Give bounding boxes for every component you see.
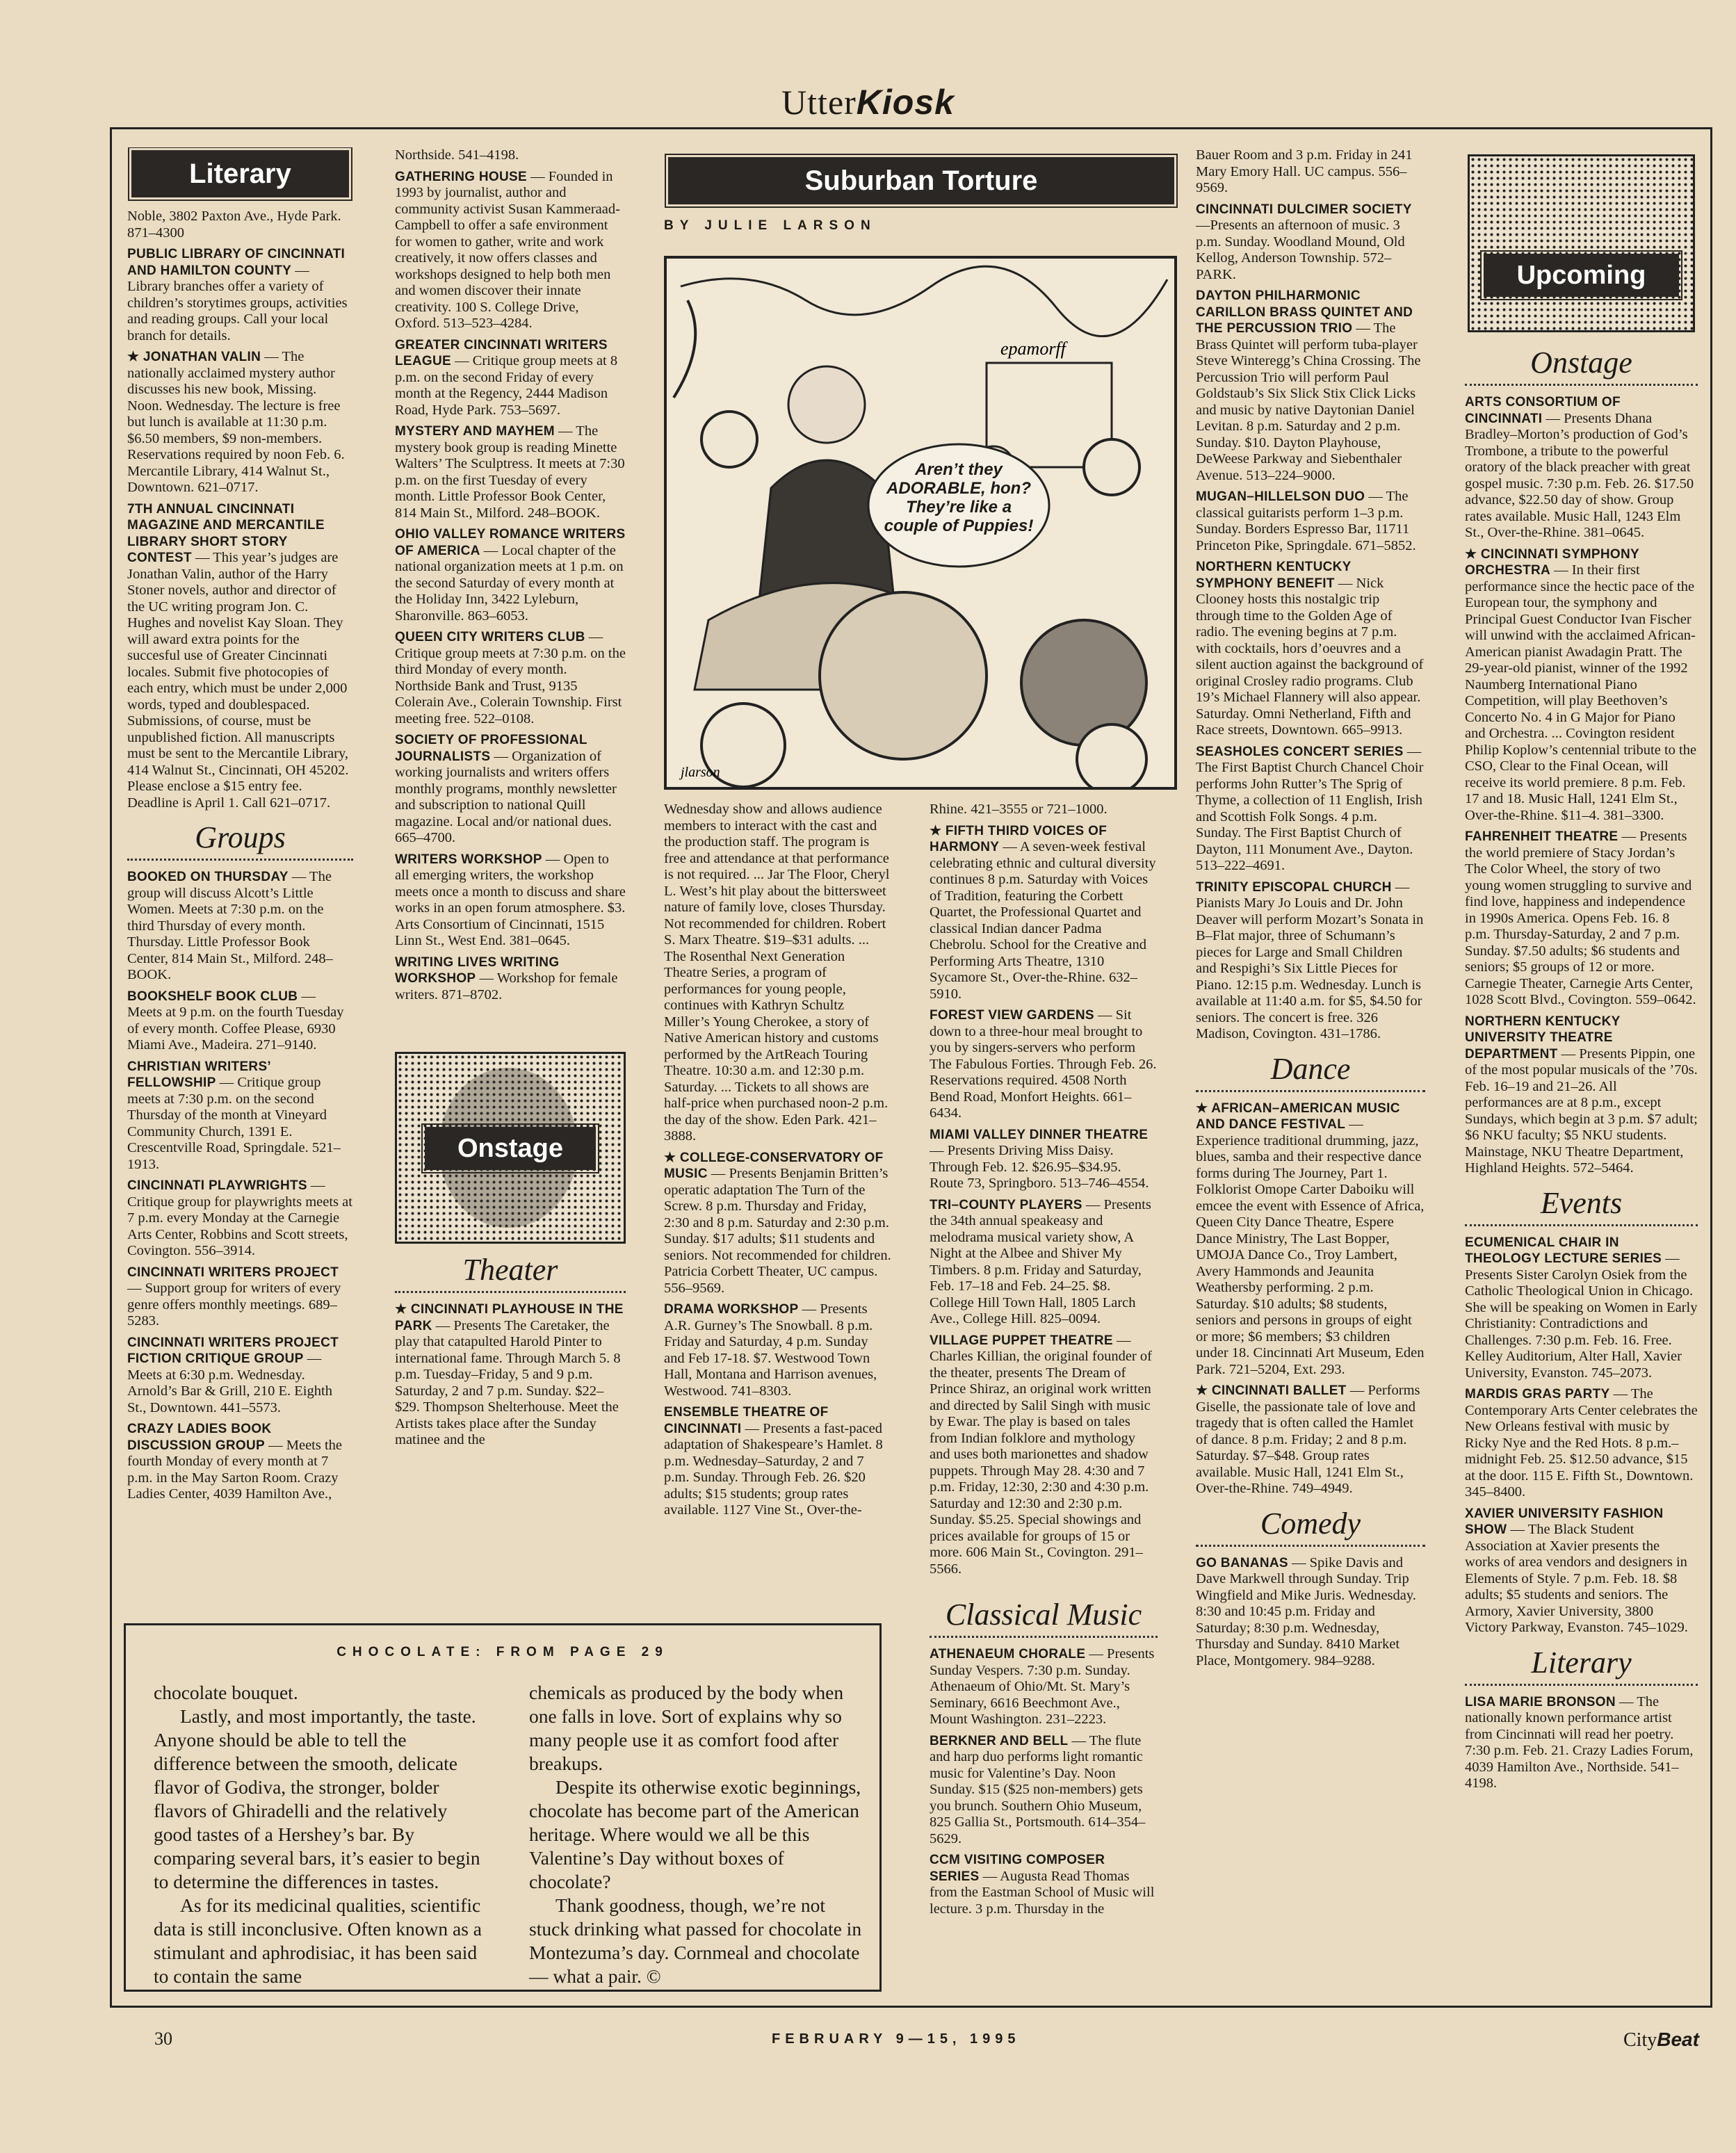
section-title-theater: Theater — [462, 1253, 558, 1287]
listing-heading: BERKNER AND BELL — [930, 1733, 1069, 1748]
listing-item — [127, 1335, 353, 1417]
listing-item — [395, 732, 626, 847]
column-4-intro: Rhine. 421–3555 or 721–1000. — [930, 802, 1108, 817]
listing-body: — The Brass Quintet will perform tuba-player Steve Winteregg’s China Crossing. The Percussion Trio will perform Paul Goldstaub’s Six Slick Stix Click Licks and music by native Daytonian Daniel Levitan. 8 p.m. Saturday and 2 p.m. Sunday. $10. Dayton Playhouse, DeWeese Parkway and Siebenthaler Avenue. 513–224–9000. — [1196, 320, 1421, 483]
listing-heading: DRAMA WORKSHOP — [664, 1302, 799, 1317]
listing-body: — Workshop for female writers. 871–8702. — [395, 970, 618, 1002]
listing-heading: ★ AFRICAN–AMERICAN MUSIC AND DANCE FESTIVAL — [1196, 1100, 1400, 1132]
listing-item — [1465, 546, 1698, 824]
listing-heading: CINCINNATI WRITERS PROJECT FICTION CRITIQUE GROUP — [127, 1335, 339, 1366]
listing-body: — Presents the 34th annual speakeasy and melodrama musical variety show, A Night at the Albee and Shiver My Timbers. 8 p.m. Friday and Saturday, Feb. 17–18 and Feb. 24–25. $8. College Hill Town Hall, 1805 Larch Ave., College Hill. 825–0094. — [930, 1196, 1151, 1326]
listing-body: — Critique group for playwrights meets at 7 p.m. every Monday at the Carnegie Arts Center, Robbins and Scott streets, Covington. 556–3914. — [127, 1178, 352, 1258]
issue-date: FEBRUARY 9—15, 1995 — [772, 2031, 1021, 2047]
listing-heading: MARDIS GRAS PARTY — [1465, 1387, 1610, 1402]
cartoon-illustration — [664, 256, 1177, 790]
listing-body: — Performs Giselle, the passionate tale of love and tragedy that is often called the Hamlet of dance. 8 p.m. Friday; 2 and 8 p.m. Saturday. $7–$48. Group rates available. Music Hall, 1241 Elm St., Over-the-Rhine. 749–4949. — [1196, 1383, 1420, 1496]
speech-bubble-text: Aren’t they ADORABLE, hon? They’re like a couple of Puppies! — [884, 460, 1034, 535]
dance-list — [1196, 1100, 1425, 1497]
listing-item — [664, 1150, 891, 1297]
section-title-comedy: Comedy — [1260, 1506, 1361, 1541]
section-title-onstage: Onstage — [1530, 346, 1632, 380]
listing-body: — Meets the fourth Monday of every month at 7 p.m. in the May Sarton Room. Crazy Ladies Center, 4039 Hamilton Ave., — [127, 1437, 343, 1502]
listing-heading: BOOKED ON THURSDAY — [127, 870, 289, 884]
logo-beat: Beat — [1657, 2029, 1699, 2050]
listing-item — [1196, 202, 1425, 284]
listing-item — [395, 629, 626, 727]
listing-item — [1196, 879, 1425, 1043]
listing-item — [127, 1421, 353, 1503]
column-3-intro: Wednesday show and allows audience members to interact with the cast and the production staff. The program is free and attendance at that performance is not required. ... Jar The Floor, Cheryl L. West’s hit play about the bittersweet nature of family love, closes Thursday. Not recommended for children. Robert S. Marx Theatre. $19–$31 adults. ... The Rosenthal Next Generation Theatre Series, a program of performances for young people, continues with Kathryn Schultz Miller’s Young Cherokee, a story of Native American history and customs performed by the ArtReach Touring Theatre. 10:30 a.m. and 12:30 p.m. Saturday. ... Tickets to all shows are half-price when purchased noon-2 p.m. the day of the show. Eden Park. 421–3888. — [664, 802, 890, 1144]
listing-body: — Spike Davis and Dave Markwell through Sunday. Trip Wingfield and Mike Juris. Wednesday. 8:30 and 10:45 p.m. Friday and Saturday; 8:30 p.m. Wednesday, Thursday and Sunday. 8410 Market Place, Montgomery. 984–9288. — [1196, 1554, 1416, 1668]
listing-item — [1465, 1014, 1698, 1177]
continuation-paragraph: As for its medicinal qualities, scientific data is still inconclusive. Often known as a stimulant and aphrodisiac, it has been said to contain the same — [154, 1894, 482, 1987]
listing-heading: 7TH ANNUAL CINCINNATI MAGAZINE AND MERCANTILE LIBRARY SHORT STORY CONTEST — [127, 501, 325, 565]
divider — [1465, 384, 1698, 386]
listing-item — [1196, 1383, 1425, 1497]
listing-body: — Organization of working journalists and writers offers monthly programs, monthly newsletter and subscription to national Quill magazine. Local and/or national dues. 665–4700. — [395, 748, 617, 845]
continuation-title: CHOCOLATE: FROM PAGE 29 — [336, 1645, 669, 1659]
listing-heading: CINCINNATI PLAYWRIGHTS — [127, 1178, 307, 1193]
section-title-groups: Groups — [195, 820, 286, 854]
listing-heading: CCM VISITING COMPOSER SERIES — [930, 1853, 1105, 1884]
theater-list-cont2 — [930, 823, 1158, 1578]
listing-body: — Nick Clooney hosts this nostalgic trip through time to the Golden Age of radio. The evening begins at 7 p.m. with cocktails, hors d’oeuvres and a silent auction against the background of original Crosley radio programs. Club 19’s Michael Flannery will also appear. Saturday. Omni Netherland, Fifth and Race streets, Downtown. 665–9913. — [1196, 575, 1424, 738]
column-5 — [1196, 147, 1425, 1990]
column-2 — [395, 147, 626, 1614]
column-4 — [930, 802, 1158, 1990]
events-list — [1465, 1235, 1698, 1636]
listing-heading: TRINITY EPISCOPAL CHURCH — [1196, 879, 1392, 895]
listing-item — [1465, 1235, 1698, 1382]
listing-item — [1465, 1694, 1698, 1792]
listing-heading: TRI–COUNTY PLAYERS — [930, 1197, 1082, 1212]
listing-heading: LISA MARIE BRONSON — [1465, 1694, 1616, 1709]
onstage-promo-label: Onstage — [425, 1127, 596, 1170]
listing-body: — A seven-week festival celebrating ethnic and cultural diversity continues 8 p.m. Saturday with Voices of Tradition, featuring the Corbett Quartet, the Professional Quartet and classical Indian dancer Padma Chebrolu. School for the Creative and Performing Arts Theatre, 1310 Sycamore St., Over-the-Rhine. 632–5910. — [930, 839, 1156, 1002]
literary-list — [127, 246, 353, 811]
listing-heading: ARTS CONSORTIUM OF CINCINNATI — [1465, 395, 1621, 426]
listing-heading: SOCIETY OF PROFESSIONAL JOURNALISTS — [395, 733, 587, 764]
listing-heading: VILLAGE PUPPET THEATRE — [930, 1333, 1113, 1348]
listing-heading: GO BANANAS — [1196, 1555, 1288, 1570]
listing-item — [1465, 1386, 1698, 1501]
continuation-paragraph: chocolate bouquet. — [154, 1682, 298, 1703]
listing-item — [127, 246, 353, 344]
listing-body: — Founded in 1993 by journalist, author and community activist Susan Kammeraad-Campbell to offer a safe environment for women to gather, write and work creatively, it now offers classes and workshops designed to help both men and women discover their innate creativity. 100 S. College Drive, Oxford. 513–523–4284. — [395, 168, 620, 331]
continuation-paragraph: Lastly, and most importantly, the taste. Anyone should be able to tell the difference between the smooth, delicate flavor of Godiva, the stronger, bolder flavors of Ghiradelli and the relatively good tastes of a Hershey’s bar. By comparing several bars, it’s easier to begin to determine the differences in tastes. — [154, 1705, 480, 1892]
onstage-list — [1465, 394, 1698, 1177]
listing-item — [930, 1127, 1158, 1192]
writers-list — [395, 169, 626, 1004]
listing-item — [1465, 829, 1698, 1009]
listing-item — [1196, 288, 1425, 484]
listing-heading: ECUMENICAL CHAIR IN THEOLOGY LECTURE SERIES — [1465, 1235, 1662, 1266]
column-6 — [1465, 147, 1698, 1990]
listing-body: — Presents The Caretaker, the play that catapulted Harold Pinter to international fame. Through March 5. 8 p.m. Tuesday–Friday, 5 and 9 p.m. Saturday, 2 and 7 p.m. Sunday. $22–$29. Thompson Shelterhouse. Meet the Artists takes place after the Sunday matinee and the — [395, 1317, 621, 1447]
listing-body: — The classical guitarists perform 1–3 p.m. Sunday. Borders Espresso Bar, 11711 Princeton Pike, Springdale. 671–5852. — [1196, 489, 1416, 553]
listing-body: — Library branches offer a variety of children’s storytimes groups, activities and reading groups. Call your local branch for details. — [127, 262, 348, 343]
listing-item — [930, 1333, 1158, 1578]
listing-body: — In their first performance since the hectic pace of the European tour, the symphony and Principal Guest Conductor Ivan Fischer will unwind with the acclaimed African-American pianist Awadagin Pratt. The 29-year-old pianist, winner of the 1992 Naumberg International Piano Competition, will play Beethoven’s Concerto No. 4 in G Major for Piano and Orchestra. ... Covington resident Philip Koplow’s centennial tribute to the CSO, Clear to the Final Ocean, will receive its world premiere. 8 p.m. Feb. 17 and 18. Music Hall, 1241 Elm St., Over-the-Rhine. $11–4. 381–3300. — [1465, 562, 1697, 823]
restaurant-sign: epamorff — [1000, 339, 1066, 359]
listing-body: — Presents Sister Carolyn Osiek from the Catholic Theological Union in Chicago. She will be speaking on Women in Early Christianity: Contradictions and Challenges. 7:30 p.m. Feb. 16. Free. Kelley Auditorium, Alter Hall, Xavier University, Evanston. 745–2073. — [1465, 1251, 1698, 1381]
listing-body: — The group will discuss Alcott’s Little Women. Meets at 7:30 p.m. on the third Thursday of every month. Thursday. Little Professor Book Center, 814 Main St., Milford. 248–BOOK. — [127, 869, 333, 982]
listing-body: — Presents Driving Miss Daisy. Through Feb. 12. $26.95–$34.95. Route 73, Springboro. 513–746–4554. — [930, 1143, 1149, 1191]
listing-heading: NORTHERN KENTUCKY SYMPHONY BENEFIT — [1196, 560, 1352, 591]
page-number: 30 — [154, 2029, 172, 2049]
listing-heading: CINCINNATI DULCIMER SOCIETY — [1196, 202, 1412, 217]
feature-banner: Suburban Torture — [668, 157, 1174, 204]
masthead-utter: Utter — [781, 83, 857, 122]
continuation-paragraph: Thank goodness, though, we’re not stuck drinking what passed for chocolate in Montezuma’s day. Cornmeal and chocolate — what a pair. © — [529, 1894, 862, 1987]
cartoon-signature: jlarson — [681, 765, 720, 780]
theater-list-cont — [664, 1150, 891, 1519]
listing-heading: ★ JONATHAN VALIN — [127, 350, 261, 364]
listing-body: — Meets at 9 p.m. on the fourth Tuesday of every month. Coffee Please, 6930 Miami Ave., Madeira. 271–9140. — [127, 988, 344, 1053]
publication-logo — [1623, 2029, 1699, 2052]
listing-body: — Local chapter of the national organization meets at 1 p.m. on the second Saturday of every month at the Holiday Inn, 3422 Lyleburn, Sharonville. 863–6053. — [395, 542, 624, 624]
listing-heading: FOREST VIEW GARDENS — [930, 1008, 1094, 1023]
listing-item — [395, 169, 626, 332]
upcoming-promo-label: Upcoming — [1484, 254, 1679, 297]
divider — [1465, 1684, 1698, 1686]
listing-item — [930, 1007, 1158, 1122]
listing-item — [127, 349, 353, 496]
listing-body: — The flute and harp duo performs light romantic music for Valentine’s Day. Noon Sunday. $15 ($25 non-members) gets you brunch. Southern Ohio Museum, 825 Gallia St., Portsmouth. 614–354–5629. — [930, 1732, 1146, 1846]
listing-item — [395, 337, 626, 419]
listing-item — [930, 1646, 1158, 1728]
column-5-intro: Bauer Room and 3 p.m. Friday in 241 Mary Emory Hall. UC campus. 556–9569. — [1196, 147, 1413, 195]
listing-heading: PUBLIC LIBRARY OF CINCINNATI AND HAMILTON COUNTY — [127, 247, 346, 278]
logo-city: City — [1623, 2029, 1657, 2051]
listing-heading: BOOKSHELF BOOK CLUB — [127, 989, 298, 1004]
listing-item — [1196, 1100, 1425, 1379]
listing-item — [395, 1301, 626, 1449]
listing-body: — The nationally acclaimed mystery author discusses his new book, Missing. Noon. Wednesday. The lecture is free but lunch is available at 11:30 p.m. $6.50 members, $9 non-members. Reservations required by noon Feb. 6. Mercantile Library, 414 Walnut St., Downtown. 621–0717. — [127, 349, 345, 495]
column-3 — [664, 802, 891, 1584]
continuation-col-left — [154, 1681, 487, 1988]
listing-body: — Presents Benjamin Britten’s operatic adaptation The Turn of the Screw. 8 p.m. Thursday and Friday, 2:30 and 8 p.m. Saturday and 2:30 p.m. Sunday. $17 adults; $11 students and seniors. Not recommended for children. Patricia Corbett Theater, UC campus. 556–9569. — [664, 1166, 891, 1296]
listing-heading: ENSEMBLE THEATRE OF CINCINNATI — [664, 1405, 829, 1436]
listing-body: — Presents a fast-paced adaptation of Shakespeare’s Hamlet. 8 p.m. Wednesday–Saturday, 2 and 7 p.m. Sunday. Through Feb. 26. $20 adults; $15 students; group rates available. 1127 Vine St., Over-the- — [664, 1420, 883, 1518]
onstage-promo — [395, 1052, 626, 1244]
comedy-list — [1196, 1555, 1425, 1670]
groups-list — [127, 869, 353, 1503]
listing-heading: CHRISTIAN WRITERS’ FELLOWSHIP — [127, 1059, 270, 1090]
feature-block — [664, 147, 1178, 234]
listing-heading: CINCINNATI WRITERS PROJECT — [127, 1265, 339, 1280]
divider — [930, 1636, 1158, 1638]
section-title-literary: Literary — [1531, 1645, 1632, 1680]
listing-heading: GREATER CINCINNATI WRITERS LEAGUE — [395, 337, 608, 368]
listing-heading: WRITING LIVES WRITING WORKSHOP — [395, 954, 560, 986]
upcoming-promo — [1468, 154, 1695, 332]
listing-body: — Open to all emerging writers, the workshop meets once a month to discuss and share works in an open forum atmosphere. $3. Arts Consortium of Cincinnati, 1515 Linn St., West End. 381–0645. — [395, 851, 626, 948]
divider — [1196, 1545, 1425, 1547]
listing-item — [930, 823, 1158, 1003]
listing-body: — Charles Killian, the original founder of the theater, presents The Dream of Prince Shiraz, an original work written and directed by Salil Singh with music by Ewar. The play is based on tales from Indian folklore and mythology and uses both marionettes and shadow puppets. Through May 28. 4:30 and 7 p.m. Friday, 12:30, 2:30 and 4:30 p.m. Saturday and 12:30 and 2:30 p.m. Sunday. $5.25. Special showings and prices available for groups of 15 or more. 606 Main St., Covington. 291–5566. — [930, 1332, 1152, 1577]
listing-item — [395, 954, 626, 1004]
listing-heading: WRITERS WORKSHOP — [395, 852, 542, 867]
listing-item — [127, 869, 353, 984]
listing-item — [930, 1852, 1158, 1917]
listing-body: — The Black Student Association at Xavier presents the works of area vendors and designers in Elements of Style. 7 p.m. Feb. 18. $8 adults; $5 students and seniors. The Armory, Xavier University, 3800 Victory Parkway, Evanston. 745–1029. — [1465, 1522, 1688, 1635]
divider — [1465, 1224, 1698, 1226]
listing-heading: MUGAN–HILLELSON DUO — [1196, 489, 1365, 504]
listing-item — [1196, 489, 1425, 554]
listing-item — [664, 1301, 891, 1399]
masthead-kiosk: Kiosk — [856, 83, 955, 122]
listing-heading: ★ CINCINNATI BALLET — [1196, 1383, 1347, 1398]
listing-heading: SEASHOLES CONCERT SERIES — [1196, 744, 1404, 759]
divider — [127, 859, 353, 861]
listing-heading: DAYTON PHILHARMONIC CARILLON BRASS QUINTET AND THE PERCUSSION TRIO — [1196, 289, 1413, 336]
byline: BY JULIE LARSON — [664, 218, 877, 233]
chocolate-continuation-box — [124, 1623, 882, 1992]
listing-item — [395, 423, 626, 521]
listing-item — [1196, 744, 1425, 875]
listing-body: — Support group for writers of every genre offers monthly meetings. 689–5283. — [127, 1281, 341, 1329]
listing-heading: MIAMI VALLEY DINNER THEATRE — [930, 1127, 1149, 1142]
column-1 — [127, 147, 353, 1614]
classical-list — [930, 1646, 1158, 1917]
listing-body: — Presents A.R. Gurney’s The Snowball. 8 p.m. Friday and Saturday, 4 p.m. Sunday and Feb 17-18. $7. Westwood Town Hall, Montana and Harrison avenues, Westwood. 741–8303. — [664, 1301, 877, 1399]
section-title-events: Events — [1540, 1185, 1623, 1220]
listing-item — [395, 526, 626, 624]
listing-body: —Presents an afternoon of music. 3 p.m. Sunday. Woodland Mound, Old Kellog, Anderson Township. 572–PARK. — [1196, 218, 1405, 282]
section-title-classical: Classical Music — [945, 1598, 1142, 1632]
listing-body: — The nationally known performance artist from Cincinnati will read her poetry. 7:30 p.m. Feb. 21. Crazy Ladies Forum, 4039 Hamilton Ave., Northside. 541–4198. — [1465, 1693, 1694, 1791]
listing-heading: ★ COLLEGE-CONSERVATORY OF MUSIC — [664, 1150, 884, 1181]
theater-list — [395, 1301, 626, 1449]
listing-heading: NORTHERN KENTUCKY UNIVERSITY THEATRE DEPARTMENT — [1465, 1014, 1621, 1062]
listing-body: — Experience traditional drumming, jazz, blues, samba and their respective dance forms during The Journey, Part 1. Folklorist Omope Carter Daboiku will emcee the event with Essence of Africa, Queen City Dance Theatre, Espere Dance Ministry, The Last Bopper, UMOJA Dance Co., Troy Lambert, Avery Hammonds and Jeaunita Weathersby performing. 2 p.m. Saturday. $10 adults; $8 students, seniors and persons in groups of eight or more; $6 members; $3 children under 18. Cincinnati Art Museum, Eden Park. 721–5204, Ext. 293. — [1196, 1116, 1425, 1377]
listing-heading: XAVIER UNIVERSITY FASHION SHOW — [1465, 1506, 1664, 1537]
listing-heading: ★ CINCINNATI SYMPHONY ORCHESTRA — [1465, 546, 1639, 578]
continuation-paragraph: chemicals as produced by the body when one falls in love. Sort of explains why so many people use it as comfort food after breakups. — [529, 1682, 844, 1774]
listing-body: — Presents Sunday Vespers. 7:30 p.m. Sunday. Athenaeum of Ohio/Mt. St. Mary’s Seminary, 6616 Beechmont Ave., Mount Washington. 231–2223. — [930, 1646, 1155, 1727]
classical-list-cont — [1196, 202, 1425, 1043]
listing-body: — Pianists Mary Jo Louis and Dr. John Deaver will perform Mozart’s Sonata in B–Flat major, three of Schumann’s pieces for Large and Small Children and Respighi’s Six Little Pieces for Piano. 12:15 p.m. Wednesday. Lunch is available at 11:40 a.m. for $5, $4.50 for seniors. The concert is free. 326 Madison, Covington. 431–1786. — [1196, 879, 1424, 1041]
listing-body: — The mystery book group is reading Minette Walters’ The Sculptress. It meets at 7:30 p.m. on the first Tuesday of every month. Little Professor Book Center, 814 Main St., Milford. 248–BOOK. — [395, 423, 625, 521]
listing-item — [930, 1733, 1158, 1848]
listing-item — [127, 1178, 353, 1260]
divider — [1196, 1090, 1425, 1092]
continuation-col-right — [529, 1681, 863, 1988]
listing-heading: MYSTERY AND MAYHEM — [395, 424, 555, 439]
listing-body: — Augusta Read Thomas from the Eastman School of Music will lecture. 3 p.m. Thursday in the — [930, 1868, 1155, 1917]
listing-item — [395, 852, 626, 950]
listing-body: — The First Baptist Church Chancel Choir performs John Rutter’s The Sprig of Thyme, a collection of 11 English, Irish and Scottish Folk Songs. 4 p.m. Sunday. The First Baptist Church of Dayton, 111 Monument Ave., Dayton. 513–222–4691. — [1196, 743, 1424, 873]
listing-heading: GATHERING HOUSE — [395, 169, 527, 184]
listing-item — [664, 1404, 891, 1519]
listing-body: — Critique group meets at 8 p.m. on the second Friday of every month at the Regency, 2444 Madison Road, Hyde Park. 753–5697. — [395, 353, 618, 418]
listing-body: — This year’s judges are Jonathan Valin, author of the Harry Stoner novels, author and director of the UC writing program Jon. C. Hughes and novelist Kay Sloan. They will award extra points for the succesful use of Greater Cincinnati locales. Submit five photocopies of each entry, which must be under 2,000 words, typed and doublespaced. Submissions, of course, must be unpublished fiction. All manuscripts must be sent to the Mercantile Library, 414 Walnut St., Cincinnati, OH 45202. Please enclose a $15 entry fee. Deadline is April 1. Call 621–0717. — [127, 550, 349, 811]
listing-item — [127, 1059, 353, 1173]
listing-heading: CRAZY LADIES BOOK DISCUSSION GROUP — [127, 1422, 272, 1453]
continuation-paragraph: Despite its otherwise exotic beginnings, chocolate has become part of the American heritage. Where would we all be this Valentine’s Day without boxes of chocolate? — [529, 1776, 861, 1892]
listing-body: — Presents the world premiere of Stacy Jordan’s The Color Wheel, the story of two young women struggling to survive and find love, happiness and independence in 1990s America. Opens Feb. 16. 8 p.m. Thursday-Saturday, 2 and 7 p.m. Sunday. $7.50 adults; $6 students and seniors; $5 groups of 12 or more. Carnegie Theater, Carnegie Arts Center, 1028 Scott Blvd., Covington. 559–0642. — [1465, 829, 1696, 1007]
listing-item — [127, 501, 353, 812]
listing-heading: FAHRENHEIT THEATRE — [1465, 829, 1619, 844]
divider — [395, 1291, 626, 1293]
listing-body: — Critique group meets at 7:30 p.m. on the second Thursday of the month at Vineyard Community Church, 1391 E. Crescentville Road, Springdale. 521–1913. — [127, 1075, 341, 1172]
listing-body: — Presents Pippin, one of the most popular musicals of the ’70s. Feb. 16–19 and 21–26. All performances are at 8 p.m., except Sundays, which begin at 3 p.m. $7 adult; $6 NKU faculty; $5 NKU students. Mainstage, NKU Theatre Department, Highland Heights. 572–5464. — [1465, 1046, 1698, 1176]
listing-body: — Critique group meets at 7:30 p.m. on the third Monday of every month. Northside Bank and Trust, 9135 Colerain Ave., Colerain Township. First meeting free. 522–0108. — [395, 629, 626, 726]
listing-body: — Sit down to a three-hour meal brought to you by singers-servers who perform The Fabulous Forties. Through Feb. 26. Reservations required. 4508 North Bend Road, Monfort Heights. 661–6434. — [930, 1007, 1157, 1121]
listing-item — [1196, 559, 1425, 739]
listing-item — [930, 1197, 1158, 1328]
listing-body: — Presents Dhana Bradley–Morton’s production of God’s Trombone, a tribute to the powerful oratory of the black preacher with great gospel music. 7:30 p.m. Feb. 26. $17.50 advance, $22.50 day of show. Group rates available. Music Hall, 1243 Elm St., Over-the-Rhine. 381–0645. — [1465, 410, 1694, 540]
listing-body: — Meets at 6:30 p.m. Wednesday. Arnold’s Bar & Grill, 210 E. Eighth St., Downtown. 441–5573. — [127, 1351, 332, 1415]
literary-banner: Literary — [131, 150, 349, 197]
listing-heading: OHIO VALLEY ROMANCE WRITERS OF AMERICA — [395, 527, 626, 558]
listing-item — [127, 989, 353, 1054]
section-title-dance: Dance — [1270, 1051, 1351, 1086]
column-2-intro: Northside. 541–4198. — [395, 147, 519, 163]
listing-body: — The Contemporary Arts Center celebrates the New Orleans festival with music by Ricky Nye and the Red Hots. 8 p.m.–midnight Feb. 25. $12.50 advance, $15 at the door. 115 E. Fifth St., Downtown. 345–8400. — [1465, 1386, 1698, 1500]
listing-item — [1196, 1555, 1425, 1670]
masthead — [0, 82, 1736, 122]
listing-heading: ATHENAEUM CHORALE — [930, 1647, 1086, 1662]
listing-heading: ★ FIFTH THIRD VOICES OF HARMONY — [930, 823, 1108, 854]
listing-item — [127, 1265, 353, 1330]
listing-heading: ★ CINCINNATI PLAYHOUSE IN THE PARK — [395, 1302, 624, 1333]
literary-intro: Noble, 3802 Paxton Ave., Hyde Park. 871–4300 — [127, 209, 341, 241]
listing-item — [1465, 394, 1698, 542]
literary-list-2 — [1465, 1694, 1698, 1792]
listing-heading: QUEEN CITY WRITERS CLUB — [395, 630, 585, 644]
listing-item — [1465, 1506, 1698, 1636]
